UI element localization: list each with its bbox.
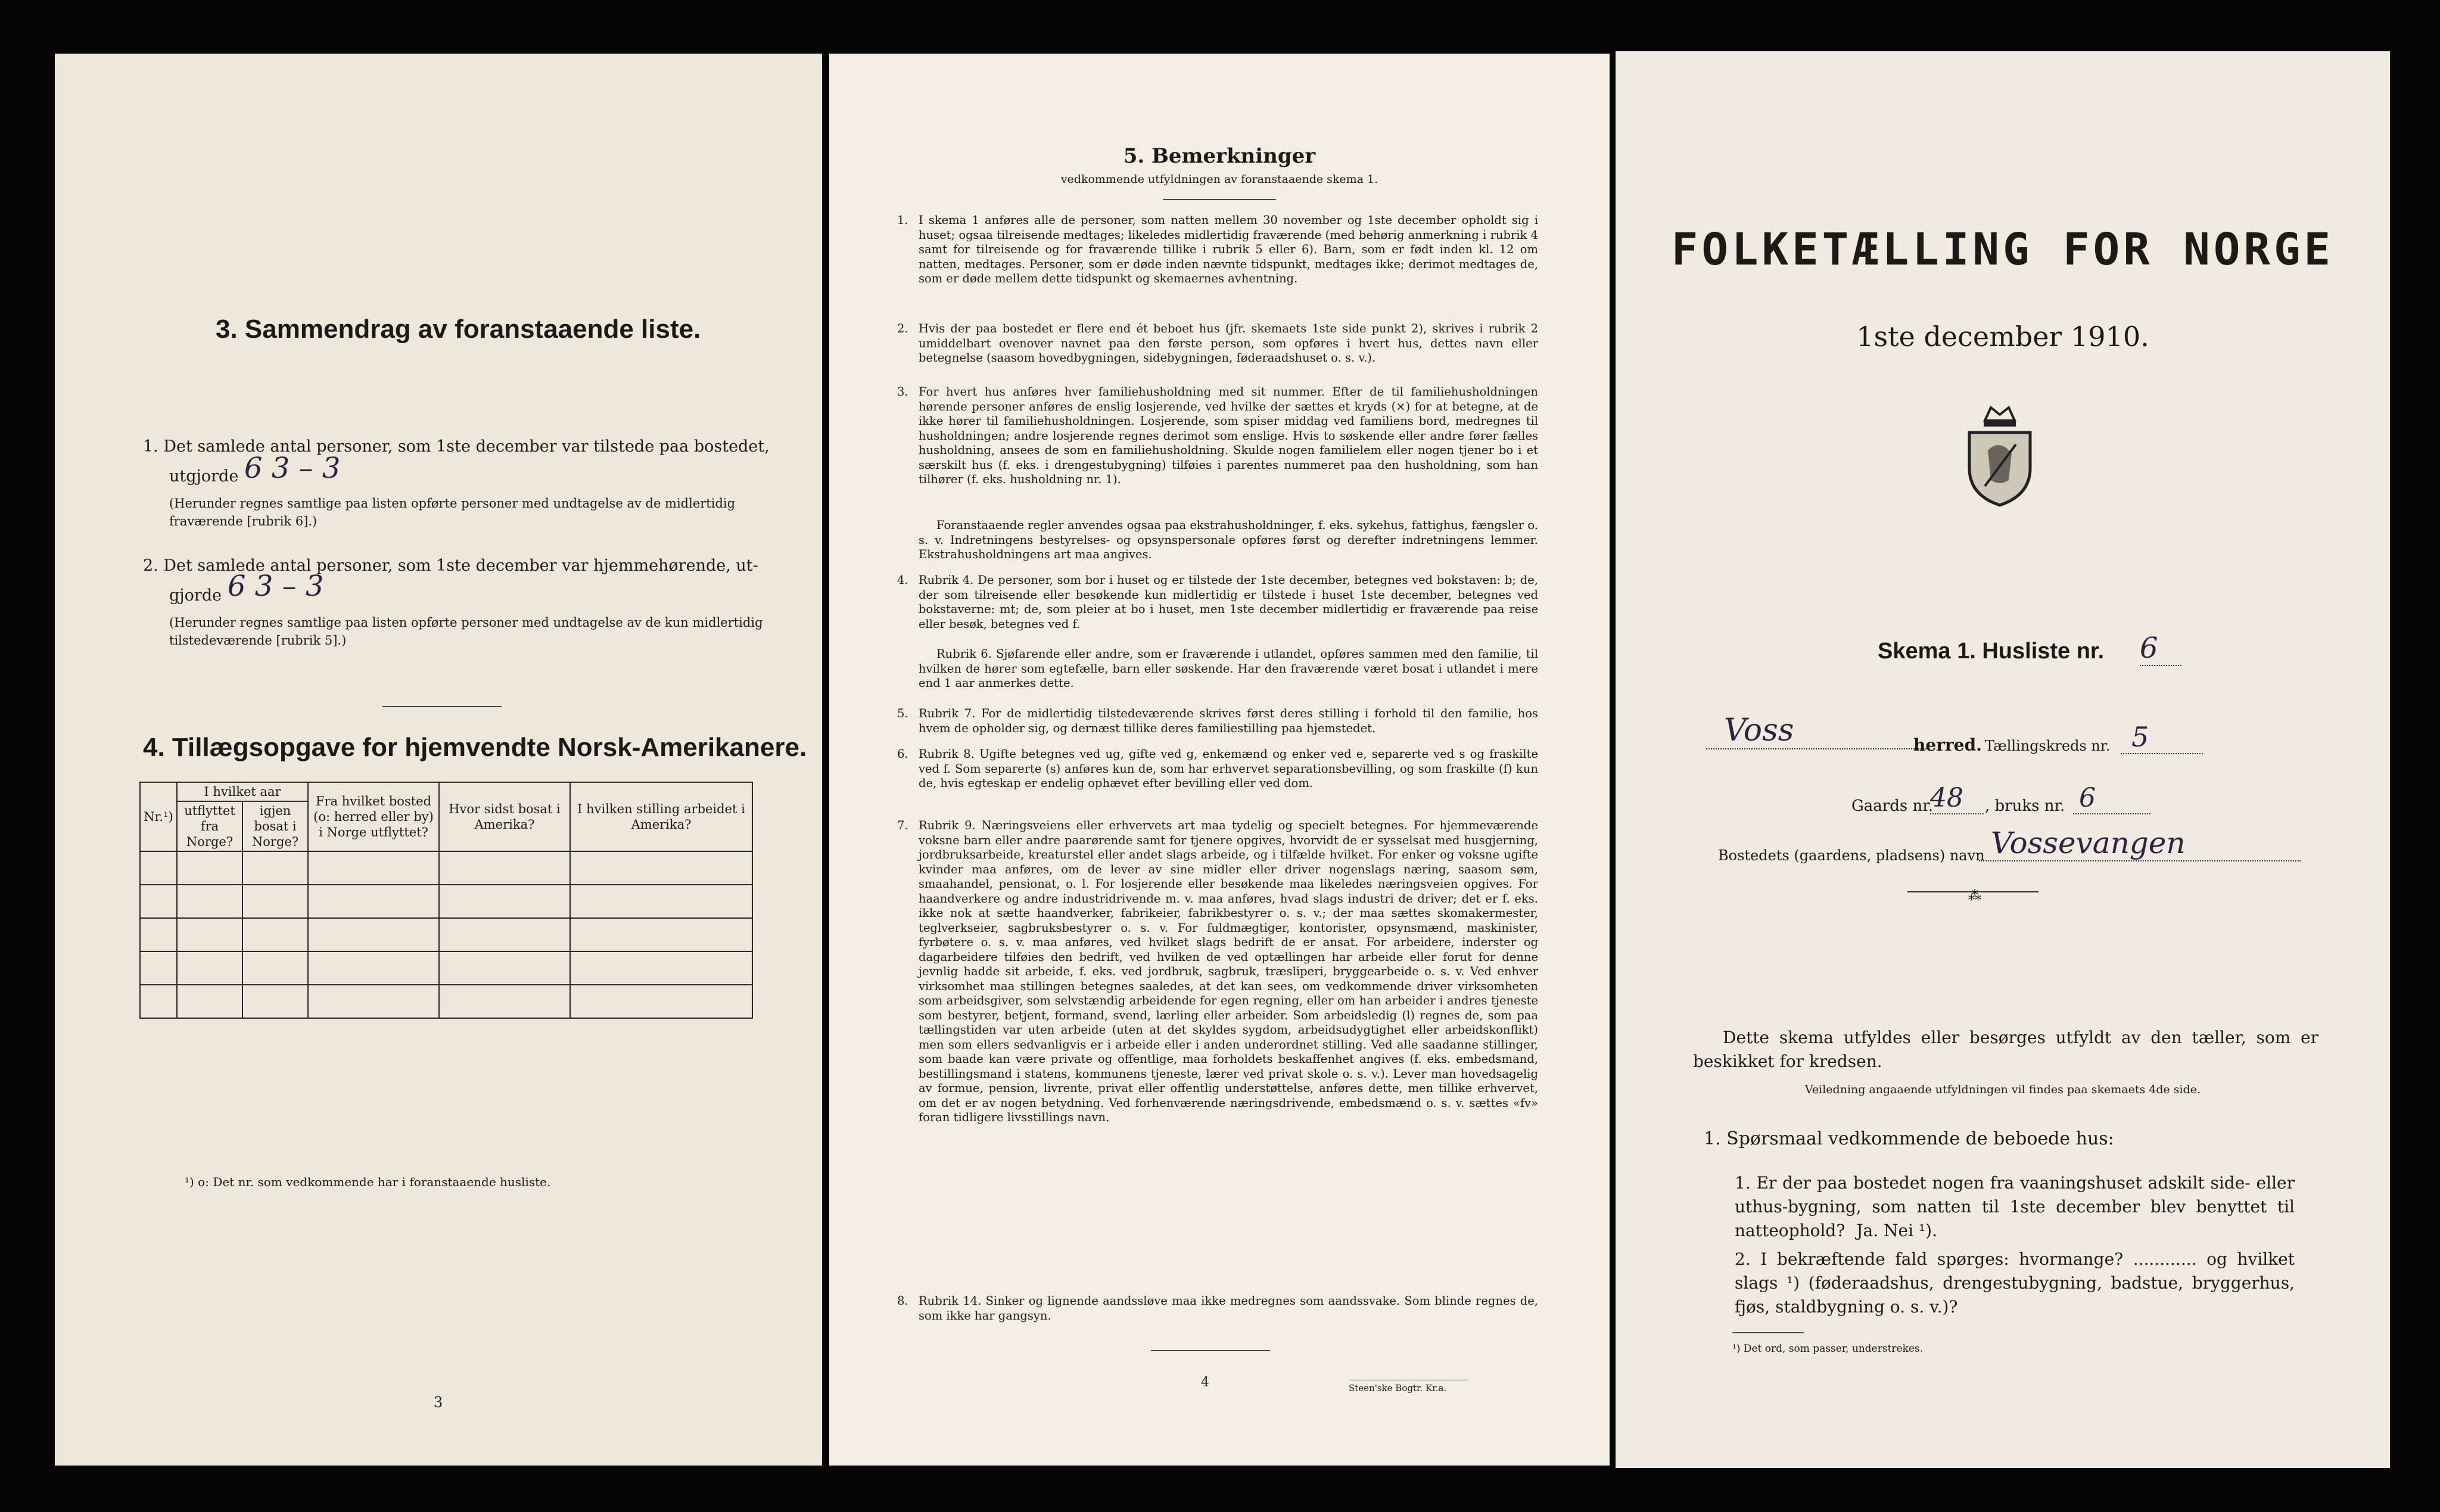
herred-label: herred. (1913, 735, 1982, 755)
remarks-title: 5. Bemerkninger (1123, 144, 1316, 168)
instruction-text: Dette skema utfyldes eller besørges utfyldt av den tæller, som er beskikket for kredsen. (1693, 1028, 2318, 1071)
gaards-field: 48 (1930, 783, 1984, 814)
divider (1732, 1332, 1804, 1333)
remark-3: 3. For hvert hus anføres hver familiehusholdning med sit nummer. Efter de til familiehusholdningen hørende personer anføres de enslig losjerende, ved hvilke der sættes et kryds (×) for at betegne, at de ikke hører til familiehusholdningen. Losjerende, som spiser middag ved familiens bord, medregnes til husholdningen; andre losjerende regnes derimot som enslige. Hvis to søskende eller andre fører fælles husholdning, ansees de som en familiehusholdning. Skulde nogen familielem eller nogen tjener bo i et særskilt hus (f. eks. i drengestubygning) tilføies i parentes nummeret paa den husholdning, som han tilhører (f. eks. husholdning nr. 1). (897, 385, 1538, 486)
item2-utgjorde: gjorde (169, 586, 222, 605)
remark-3b: Foranstaaende regler anvendes ogsaa paa ekstrahusholdninger, f. eks. sykehus, fattighus, fængsler o. s. v. Indretningens bestyrelses- og opsynspersonale opføres først og derefter indretningens lemmer. Ekstrahusholdningens art maa angives. (919, 518, 1538, 561)
col-hvor-sidst: Hvor sidst bosat i Amerika? (439, 782, 570, 851)
col-stilling: I hvilken stilling arbeidet i Amerika? (570, 782, 752, 851)
table-row (140, 918, 752, 951)
item2-note: (Herunder regnes samtlige paa listen opførte personer med undtagelse av de kun midlertidig tilstedeværende [rubrik 5].) (169, 615, 763, 648)
col-nr: Nr.¹) (140, 782, 177, 851)
table-row (140, 885, 752, 918)
remark-4: 4. Rubrik 4. De personer, som bor i huset og er tilstede der 1ste december, betegnes ved bokstaven: b; de, der som tilreisende eller besøkende kun midlertidig er tilstede i huset 1ste december, betegnes ved bokstaverne: mt; de, som pleier at bo i huset, men 1ste december midlertidig er fraværende paa reise eller besøk, betegnes ved f. (897, 573, 1538, 631)
remark-1: 1. I skema 1 anføres alle de personer, som natten mellem 30 november og 1ste december opholdt sig i huset; ogsaa tilreisende medtages; likeledes midlertidig fraværende (med behørig anmerkning i rubrik 4 samt for tilreisende og for fraværende tillike i rubrik 5 eller 6). Barn, som er født inden kl. 12 om natten, medtages. Personer, som er døde inden nævnte tidspunkt, medtages ikke; derimot medtages de, som er døde mellem dette tidspunkt og skemaernes avhentning. (897, 213, 1538, 285)
remark-2: 2. Hvis der paa bostedet er flere end ét beboet hus (jfr. skemaets 1ste side punkt 2), skrives i rubrik 2 umiddelbart ovenover navnet paa den første person, som opføres i hvert hus, dettes navn eller betegnelse (saasom hovedbygningen, sidebygningen, føderaadshuset o. s. v.). (897, 322, 1538, 365)
item1-value: 6 3 – 3 (244, 452, 341, 485)
item1-utgjorde: utgjorde (169, 467, 239, 486)
table-row (140, 851, 752, 885)
section3-title: 3. Sammendrag av foranstaaende liste. (216, 315, 701, 344)
divider (382, 706, 502, 707)
page-number: 4 (1201, 1375, 1209, 1390)
herred-field: Voss (1706, 713, 1927, 749)
norway-coat-of-arms-icon (1961, 397, 2038, 510)
q1-answer: Ja. Nei ¹). (1856, 1221, 1937, 1240)
col-utflyttet: utflyttet fra Norge? (177, 801, 242, 851)
bosted-field: Vossevangen (1979, 826, 2301, 861)
gaards-label: Gaards nr. (1851, 797, 1934, 815)
bruks-label: , bruks nr. (1985, 797, 2065, 815)
remark-8: 8. Rubrik 14. Sinker og lignende aandssløve maa ikke medregnes som aandssvake. Som blinde regnes de, som ikke har gangsyn. (897, 1294, 1538, 1323)
census-date: 1ste december 1910. (1856, 321, 2149, 353)
divider (1151, 1350, 1270, 1351)
questions-header: 1. Spørsmaal vedkommende de beboede hus: (1704, 1128, 2114, 1149)
remark-7: 7. Rubrik 9. Næringsveiens eller erhvervets art maa tydelig og specielt betegnes. For hjemmeværende voksne barn eller andre paarørende samt for tjenere opgives, hvorvidt de er sysselsat med husgjerning, jordbruksarbeide, kreaturstel eller andet slags arbeide, og i tilfælde hvilket. For enker og voksne ugifte kvinder maa anføres, om de lever av sine midler eller driver nogenslags næring, saasom søm, smaahandel, pensionat, o. l. For losjerende eller besøkende maa likeledes næringsveien opgives. For haandverkere og andre industridrivende m. v. maa anføres, hvad slags industri de driver; det er f. eks. ikke nok at sætte haandverker, fabrikeier, fabrikbestyrer o. s. v.; der maa sættes skomakermester, teglverkseier, sagbruksbestyrer o. s. v. For fuldmægtiger, kontorister, opsynsmænd, maskinister, fyrbøtere o. s. v. maa anføres, ved hvilket slags bedrift de er ansat. For arbeidere, inderster og dagarbeidere tilføies den bedrift, ved hvilken de ved optællingen har arbeide eller forut for denne jevnlig hadde sit arbeide, f. eks. ved jordbruk, sagbruk, træsliperi, bryggearbeide o. s. v. Ved enhver virksomhet maa stillingen betegnes saaledes, at det kan sees, om vedkommende driver virksomheten som arbeidsgiver, som selvstændig arbeidende for egen regning, eller om han arbeider i andres tjeneste som bestyrer, betjent, formand, svend, lærling eller arbeider. Som arbeidsledig (l) regnes de, som paa tællingstiden var uten arbeide (uten at det skyldes sygdom, arbeidsudygtighet eller arbeidskonflikt) men som ellers sedvanligvis er i arbeide eller i anden underordnet stilling. Ved alle saadanne stillinger, som baade kan være private og offentlige, maa forholdets beskaffenhet angives (f. eks. embedsmand, bestillingsmand i statens, kommunens tjeneste, lærer ved privat skole o. s. v.). Lever man hovedsagelig av formue, pension, livrente, privat eller offentlig understøttelse, anføres dette, men tillike erhvervet, om det er av nogen betydning. Ved forhenværende næringsdrivende, embedsmænd o. s. v. sættes «fv» foran tidligere livsstillings navn. (897, 819, 1538, 1124)
right-page (1616, 51, 2390, 1468)
table-row (140, 985, 752, 1018)
norsk-amerikanere-table (139, 782, 753, 1019)
item1-note: (Herunder regnes samtlige paa listen opførte personer med undtagelse av de midlertidig fraværende [rubrik 6].) (169, 496, 736, 528)
husliste-nr-field: 6 (2140, 631, 2181, 666)
census-title: FOLKETÆLLING FOR NORGE (1671, 224, 2335, 275)
remark-4b: Rubrik 6. Sjøfarende eller andre, som er fraværende i utlandet, opføres sammen med den familie, til hvilken de hører som egtefælle, barn eller søskende. Har den fraværende været bosat i utlandet i mere end 1 aar anmerkes dette. (919, 647, 1538, 690)
remark-5: 5. Rubrik 7. For de midlertidig tilstedeværende skrives først deres stilling i forhold til den familie, hos hvem de opholder sig, og dernæst tillike deres familiestilling paa hjemstedet. (897, 707, 1538, 735)
left-page (55, 54, 822, 1466)
question-1: 1. Er der paa bostedet nogen fra vaaningshuset adskilt side- eller uthus-bygning, som natten til 1ste december blev benyttet til natteophold? Ja. Nei ¹). (1735, 1173, 2295, 1240)
kreds-label: Tællingskreds nr. (1985, 738, 2111, 754)
divider (1163, 199, 1276, 200)
skema-label: Skema 1. Husliste nr. (1878, 639, 2105, 664)
table-footnote: ¹) o: Det nr. som vedkommende har i foranstaaende husliste. (185, 1175, 551, 1189)
item2-value: 6 3 – 3 (228, 570, 324, 603)
bruks-field: 6 (2073, 783, 2150, 814)
bosted-label: Bostedets (gaardens, pladsens) navn (1718, 847, 1985, 864)
instruction-small: Veiledning angaaende utfyldningen vil findes paa skemaets 4de side. (1804, 1083, 2201, 1096)
middle-page (829, 54, 1610, 1466)
col-hvilket-aar: I hvilket aar (177, 782, 308, 801)
remarks-subtitle: vedkommende utfyldningen av foranstaaende skema 1. (1060, 173, 1378, 186)
section4-title: 4. Tillægsopgave for hjemvendte Norsk-Amerikanere. (143, 733, 807, 762)
col-igjen-bosat: igjen bosat i Norge? (242, 801, 308, 851)
page-number: 3 (434, 1394, 443, 1411)
printer-mark: Steen'ske Bogtr. Kr.a. (1349, 1380, 1468, 1393)
table-row (140, 951, 752, 985)
kreds-field: 5 (2121, 721, 2203, 754)
remark-6: 6. Rubrik 8. Ugifte betegnes ved ug, gifte ved g, enkemænd og enker ved e, separerte ved s og fraskilte ved f. Som separerte (s) anføres kun de, som har erhvervet separationsbevilling, og som fraskilte (f) kun de, hvis egteskap er endelig ophævet efter bevilling eller ved dom. (897, 747, 1538, 790)
question-2: 2. I bekræftende fald spørges: hvormange? ............ og hvilket slags ¹) (føderaadshus, drengestubygning, badstue, bryggerhus, fjøs, staldbygning o. s. v.)? (1735, 1249, 2295, 1317)
item1-text: 1. Det samlede antal personer, som 1ste december var tilstede paa bostedet, (143, 437, 770, 456)
ornament-icon: ⁂ (1968, 889, 1981, 904)
right-footnote: ¹) Det ord, som passer, understrekes. (1732, 1343, 1924, 1355)
col-fra-hvilket: Fra hvilket bosted (o: herred eller by) i Norge utflyttet? (308, 782, 439, 851)
item2-text: 2. Det samlede antal personer, som 1ste december var hjemmehørende, ut- (143, 556, 758, 575)
